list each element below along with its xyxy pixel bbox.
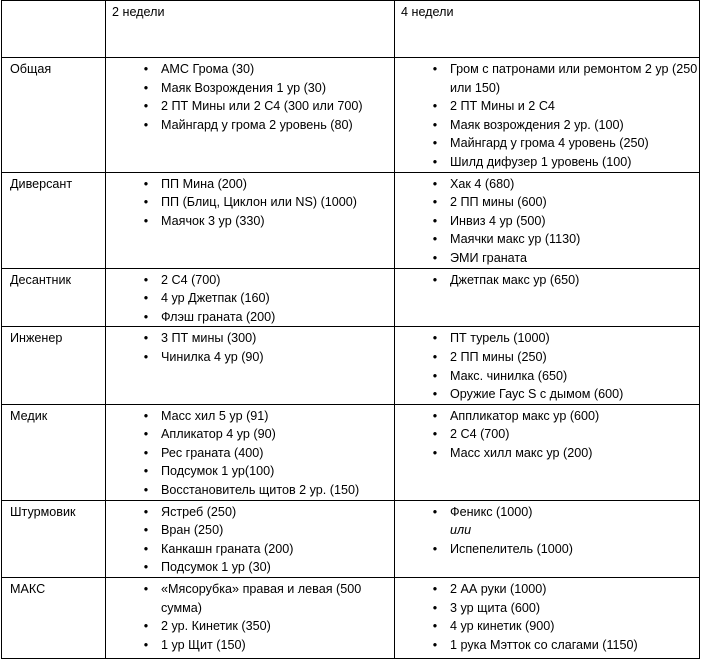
list-item-text: Феникс (1000) xyxy=(450,504,533,519)
list-item-text: 4 ур кинетик (900) xyxy=(450,619,555,634)
bullet-icon: • xyxy=(143,582,149,597)
four-weeks-cell xyxy=(395,327,700,404)
header-4-weeks-label: 4 недели xyxy=(401,5,454,19)
list-item-text: 2 ПП мины (600) xyxy=(450,195,547,210)
bullet-icon: • xyxy=(143,272,149,287)
list-item-text: 3 ур щита (600) xyxy=(450,600,541,615)
bullet-icon: • xyxy=(143,523,149,538)
list-item-text: Испепелитель (1000) xyxy=(450,541,573,556)
item-list xyxy=(401,580,699,654)
bullet-icon: • xyxy=(432,445,438,460)
table-row xyxy=(2,172,700,268)
bullet-icon: • xyxy=(143,541,149,556)
list-item-text: ПТ турель (1000) xyxy=(450,331,550,346)
table-row xyxy=(2,58,700,173)
class-label: Инженер xyxy=(10,331,63,346)
list-item xyxy=(401,385,699,404)
item-list xyxy=(401,271,699,290)
class-label: Штурмовик xyxy=(10,504,76,519)
class-cell xyxy=(2,268,106,327)
list-item xyxy=(112,212,394,231)
list-item xyxy=(401,599,699,618)
bullet-icon: • xyxy=(143,80,149,95)
list-item-text: Ястреб (250) xyxy=(161,504,237,519)
list-item xyxy=(112,175,394,194)
bullet-icon: • xyxy=(432,368,438,383)
list-item-text: Маячок 3 ур (330) xyxy=(161,213,265,228)
list-item xyxy=(401,249,699,268)
list-item-text: Гром с патронами или ремонтом 2 ур (250 или 150) xyxy=(450,62,698,95)
item-list xyxy=(401,503,699,559)
class-label: Общая xyxy=(10,62,52,76)
bullet-icon: • xyxy=(432,582,438,597)
header-cell-empty xyxy=(2,1,106,58)
list-item-text: 2 ПТ Мины и 2 С4 xyxy=(450,99,555,114)
list-item-text: 2 ПТ Мины или 2 С4 (300 или 700) xyxy=(161,99,363,114)
list-item xyxy=(112,503,394,522)
class-cell xyxy=(2,578,106,659)
list-item xyxy=(112,481,394,500)
four-weeks-cell xyxy=(395,172,700,268)
list-item xyxy=(401,116,699,135)
bullet-icon: • xyxy=(432,62,438,76)
list-item-text: Шилд дифузер 1 уровень (100) xyxy=(450,154,632,169)
list-item-text: Апликатор 4 ур (90) xyxy=(161,427,276,442)
table-row xyxy=(2,500,700,577)
list-item xyxy=(112,580,394,617)
list-item-text: 4 ур Джетпак (160) xyxy=(161,291,270,306)
list-item-text: Майнгард у грома 4 уровень (250) xyxy=(450,136,649,151)
list-item xyxy=(401,175,699,194)
list-item xyxy=(401,580,699,599)
list-item-text: Майнгард у грома 2 уровень (80) xyxy=(161,117,353,132)
list-item xyxy=(401,425,699,444)
list-item-text: 2 ПП мины (250) xyxy=(450,349,547,364)
bullet-icon: • xyxy=(143,445,149,460)
bullet-icon: • xyxy=(143,408,149,423)
bullet-icon: • xyxy=(432,504,438,519)
list-item xyxy=(401,617,699,636)
item-list xyxy=(401,60,699,172)
list-item-text: ПП Мина (200) xyxy=(161,176,247,191)
item-list xyxy=(401,407,699,463)
bullet-icon: • xyxy=(432,349,438,364)
bullet-icon: • xyxy=(432,99,438,114)
list-item-text: Оружие Гаус S с дымом (600) xyxy=(450,387,624,402)
list-item-text: Хак 4 (680) xyxy=(450,176,515,191)
bullet-icon: • xyxy=(432,272,438,287)
list-item xyxy=(401,329,699,348)
list-item-text: 2 С4 (700) xyxy=(450,427,510,442)
list-item xyxy=(112,348,394,367)
bullet-icon: • xyxy=(143,99,149,114)
list-item-text: Вран (250) xyxy=(161,523,224,538)
two-weeks-cell xyxy=(106,404,395,500)
list-item-text: 2 ур. Кинетик (350) xyxy=(161,619,271,634)
list-item xyxy=(112,521,394,540)
list-item xyxy=(112,329,394,348)
list-item-text: Восстановитель щитов 2 ур. (150) xyxy=(161,483,360,498)
bullet-icon: • xyxy=(432,387,438,402)
item-list xyxy=(112,329,394,366)
bullet-icon: • xyxy=(143,483,149,498)
bullet-icon: • xyxy=(432,408,438,423)
class-cell xyxy=(2,404,106,500)
bullet-icon: • xyxy=(143,637,149,652)
list-item-text: Маячки макс ур (1130) xyxy=(450,232,581,247)
loadout-table xyxy=(1,0,700,659)
bullet-icon: • xyxy=(143,619,149,634)
list-item xyxy=(112,289,394,308)
bullet-icon: • xyxy=(432,136,438,151)
bullet-icon: • xyxy=(432,213,438,228)
item-list xyxy=(112,60,394,134)
list-item-text: Подсумок 1 ур (30) xyxy=(161,560,271,575)
table-row xyxy=(2,268,700,327)
list-item-text: 1 ур Щит (150) xyxy=(161,637,246,652)
list-item xyxy=(112,97,394,116)
table-row xyxy=(2,327,700,404)
list-item-text: Чинилка 4 ур (90) xyxy=(161,349,264,364)
bullet-icon: • xyxy=(432,195,438,210)
list-item-text: 3 ПТ мины (300) xyxy=(161,331,257,346)
list-item xyxy=(401,134,699,153)
list-item-text: «Мясорубка» правая и левая (500 сумма) xyxy=(161,582,362,615)
list-item-text: Масс хил 5 ур (91) xyxy=(161,408,269,423)
bullet-icon: • xyxy=(143,331,149,346)
item-list xyxy=(401,175,699,268)
four-weeks-cell xyxy=(395,268,700,327)
list-item xyxy=(401,503,699,522)
list-item-text: Инвиз 4 ур (500) xyxy=(450,213,546,228)
bullet-icon: • xyxy=(143,291,149,306)
list-item-text: Аппликатор макс ур (600) xyxy=(450,408,600,423)
bullet-icon: • xyxy=(432,619,438,634)
bullet-icon: • xyxy=(143,504,149,519)
two-weeks-cell xyxy=(106,578,395,659)
list-item xyxy=(401,367,699,386)
list-item-text: ПП (Блиц, Циклон или NS) (1000) xyxy=(161,195,357,210)
list-item xyxy=(401,271,699,290)
list-item-text: Джетпак макс ур (650) xyxy=(450,272,580,287)
table-row xyxy=(2,404,700,500)
bullet-icon: • xyxy=(432,427,438,442)
list-item xyxy=(112,60,394,79)
header-cell-2-weeks xyxy=(106,1,395,58)
list-item-text: ЭМИ граната xyxy=(450,250,528,265)
bullet-icon: • xyxy=(432,154,438,169)
item-list xyxy=(112,580,394,654)
bullet-icon: • xyxy=(143,62,149,76)
list-item-text: Маяк возрождения 2 ур. (100) xyxy=(450,117,624,132)
list-item xyxy=(112,558,394,577)
list-item xyxy=(401,153,699,172)
list-item-text: Маяк Возрождения 1 ур (30) xyxy=(161,80,327,95)
class-label: Десантник xyxy=(10,272,72,287)
list-item-text: 2 АА руки (1000) xyxy=(450,582,547,597)
four-weeks-cell xyxy=(395,578,700,659)
list-item xyxy=(112,636,394,655)
list-item xyxy=(112,308,394,327)
list-item xyxy=(112,462,394,481)
bullet-icon: • xyxy=(143,427,149,442)
bullet-icon: • xyxy=(432,117,438,132)
list-item-text: 1 рука Мэтток со слагами (1150) xyxy=(450,637,638,652)
two-weeks-cell xyxy=(106,172,395,268)
list-item-text: Макс. чинилка (650) xyxy=(450,368,568,383)
four-weeks-cell xyxy=(395,58,700,173)
list-item xyxy=(401,230,699,249)
list-item xyxy=(401,540,699,559)
list-item xyxy=(112,271,394,290)
list-item xyxy=(112,617,394,636)
list-item xyxy=(401,521,699,540)
class-cell xyxy=(2,58,106,173)
two-weeks-cell xyxy=(106,268,395,327)
list-item-text: 2 С4 (700) xyxy=(161,272,221,287)
header-cell-4-weeks xyxy=(395,1,700,58)
list-item xyxy=(401,444,699,463)
bullet-icon: • xyxy=(432,250,438,265)
bullet-icon: • xyxy=(143,349,149,364)
list-item xyxy=(112,407,394,426)
bullet-icon: • xyxy=(432,600,438,615)
list-item-text: или xyxy=(450,523,472,538)
list-item xyxy=(112,425,394,444)
list-item xyxy=(112,79,394,98)
list-item-text: Канкашн граната (200) xyxy=(161,541,294,556)
list-item xyxy=(112,444,394,463)
list-item xyxy=(112,193,394,212)
four-weeks-cell xyxy=(395,404,700,500)
class-cell xyxy=(2,500,106,577)
item-list xyxy=(112,503,394,577)
class-cell xyxy=(2,172,106,268)
list-item-text: Рес граната (400) xyxy=(161,445,264,460)
item-list xyxy=(112,271,394,327)
class-label: Диверсант xyxy=(10,176,73,191)
list-item xyxy=(401,60,699,97)
bullet-icon: • xyxy=(143,309,149,324)
bullet-icon: • xyxy=(432,176,438,191)
class-cell xyxy=(2,327,106,404)
bullet-icon: • xyxy=(143,117,149,132)
bullet-icon: • xyxy=(432,331,438,346)
list-item xyxy=(401,97,699,116)
bullet-icon: • xyxy=(432,541,438,556)
two-weeks-cell xyxy=(106,327,395,404)
list-item xyxy=(401,407,699,426)
list-item xyxy=(112,116,394,135)
item-list xyxy=(112,407,394,500)
list-item-text: Подсумок 1 ур(100) xyxy=(161,464,275,479)
four-weeks-cell xyxy=(395,500,700,577)
item-list xyxy=(401,329,699,403)
bullet-icon: • xyxy=(143,195,149,210)
header-row xyxy=(2,1,700,58)
bullet-icon: • xyxy=(432,232,438,247)
list-item xyxy=(401,212,699,231)
list-item xyxy=(401,193,699,212)
bullet-icon: • xyxy=(143,213,149,228)
list-item xyxy=(401,348,699,367)
bullet-icon: • xyxy=(432,637,438,652)
item-list xyxy=(112,175,394,231)
header-2-weeks-label: 2 недели xyxy=(112,5,165,19)
list-item xyxy=(401,636,699,655)
two-weeks-cell xyxy=(106,58,395,173)
bullet-icon: • xyxy=(143,176,149,191)
list-item-text: Флэш граната (200) xyxy=(161,309,276,324)
class-label: Медик xyxy=(10,408,48,423)
two-weeks-cell xyxy=(106,500,395,577)
bullet-icon: • xyxy=(143,464,149,479)
table-row xyxy=(2,578,700,659)
bullet-icon: • xyxy=(143,560,149,575)
list-item-text: Масс хилл макс ур (200) xyxy=(450,445,593,460)
list-item xyxy=(112,540,394,559)
class-label: МАКС xyxy=(10,582,46,597)
list-item-text: АМС Грома (30) xyxy=(161,62,255,76)
